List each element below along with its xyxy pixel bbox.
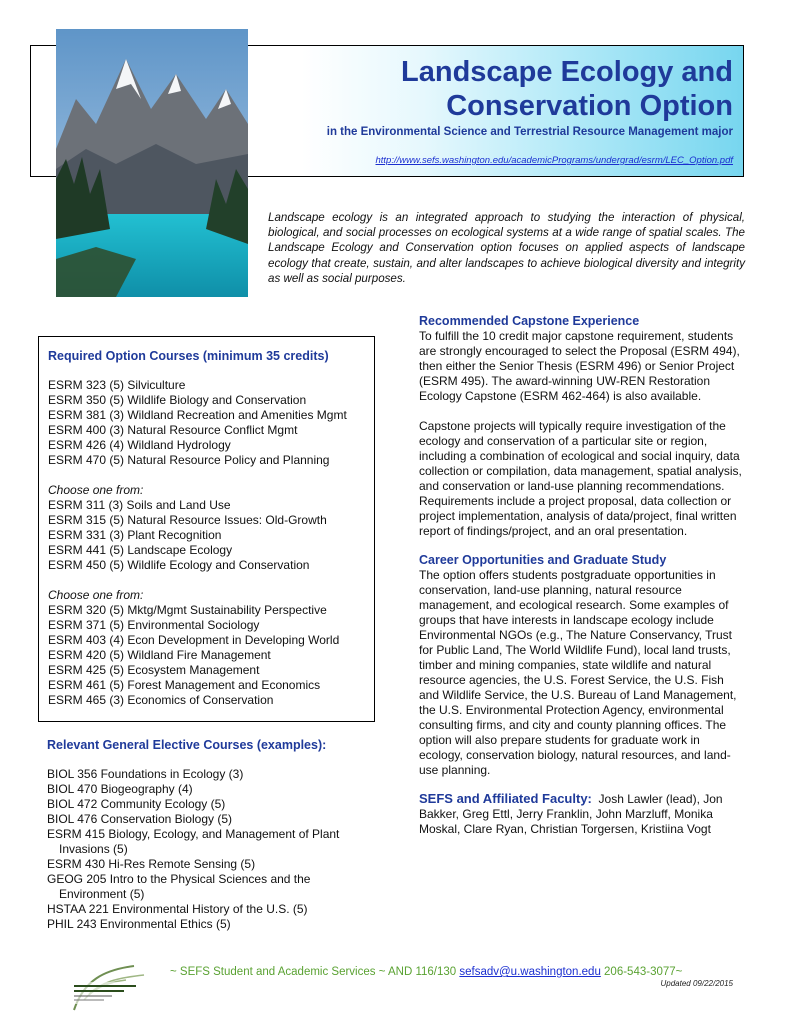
elective-item: GEOG 205 Intro to the Physical Sciences and the (47, 872, 311, 886)
required-courses-box (38, 336, 375, 722)
course-item: ESRM 381 (3) Wildland Recreation and Amenities Mgmt (48, 408, 347, 422)
course-item: ESRM 331 (3) Plant Recognition (48, 528, 222, 542)
course-item: ESRM 400 (3) Natural Resource Conflict Mgmt (48, 423, 298, 437)
elective-item: BIOL 472 Community Ecology (5) (47, 797, 226, 811)
email-link[interactable]: sefsadv@u.washington.edu (459, 966, 601, 978)
course-item: ESRM 323 (5) Silviculture (48, 378, 186, 392)
elective-item: BIOL 470 Biogeography (4) (47, 782, 193, 796)
choose-label: Choose one from: (48, 588, 144, 602)
course-item: ESRM 371 (5) Environmental Sociology (48, 618, 260, 632)
required-heading: Required Option Courses (minimum 35 credits) (48, 349, 329, 363)
elective-item: Environment (5) (59, 887, 145, 901)
course-item: ESRM 441 (5) Landscape Ecology (48, 543, 233, 557)
sefs-logo (64, 960, 156, 1014)
elective-item: BIOL 356 Foundations in Ecology (3) (47, 767, 244, 781)
elective-item: Invasions (5) (59, 842, 128, 856)
footer-contact: ~ SEFS Student and Academic Services ~ AND 116/130 sefsadv@u.washington.edu 206-543-3077~ (170, 966, 683, 978)
choose-label: Choose one from: (48, 483, 144, 497)
career-heading: Career Opportunities and Graduate Study (419, 553, 667, 567)
course-item: ESRM 461 (5) Forest Management and Economics (48, 678, 321, 692)
course-item: ESRM 470 (5) Natural Resource Policy and Planning (48, 453, 330, 467)
electives-heading: Relevant General Elective Courses (examples): (47, 738, 327, 752)
career-paragraph: The option offers students postgraduate opportunities in conservation, land-use planning, natural resource management, and ecological research. Some examples of groups that have interests in landscape ecology include Environmental NGOs (e.g., The Nature Conservancy, Trust for Public Land, The World Wildlife Fund), local land trusts, timber and mining companies, state wildlife and natural resource agencies, the U.S. Forest Service, the U.S. Fish and Wildlife Service, the U.S. Bureau of Land Management, the U.S. Environmental Protection Agency, environmental consulting firms, and city and county planning offices. The option will also prepare students for graduate work in ecology, conservation biology, natural resources, and land-use planning. (419, 568, 737, 777)
capstone-paragraph-1: To fulfill the 10 credit major capstone requirement, students are strongly encouraged to select the Proposal (ESRM 494), then either the Senior Thesis (ESRM 496) or Senior Project (ESRM 495). The award-winning UW-REN Restoration Ecology Capstone (ESRM 462-464) is also available. (419, 329, 740, 403)
electives-section (47, 738, 377, 932)
updated-date: Updated 09/22/2015 (660, 979, 733, 988)
capstone-heading: Recommended Capstone Experience (419, 314, 640, 328)
course-item: ESRM 315 (5) Natural Resource Issues: Old-Growth (48, 513, 327, 527)
elective-item: ESRM 415 Biology, Ecology, and Management of Plant (47, 827, 340, 841)
course-item: ESRM 320 (5) Mktg/Mgmt Sustainability Perspective (48, 603, 327, 617)
course-item: ESRM 425 (5) Ecosystem Management (48, 663, 260, 677)
faculty-heading: SEFS and Affiliated Faculty: (419, 791, 592, 806)
elective-item: ESRM 430 Hi-Res Remote Sensing (5) (47, 857, 256, 871)
page-title: Landscape Ecology and Conservation Option (401, 56, 733, 122)
course-item: ESRM 420 (5) Wildland Fire Management (48, 648, 271, 662)
elective-item: PHIL 243 Environmental Ethics (5) (47, 917, 231, 931)
elective-item: HSTAA 221 Environmental History of the U.S. (5) (47, 902, 308, 916)
course-item: ESRM 403 (4) Econ Development in Developing World (48, 633, 340, 647)
right-column (419, 314, 744, 837)
intro-paragraph: Landscape ecology is an integrated approach to studying the interaction of physical, biological, and social processes on ecological systems at a wide range of spatial scales. The Landscape Ecology and Conservation option focuses on applied aspects of landscape ecology that create, sustain, and alter landscapes to achieve biological diversity and integrity as well as social purposes. (268, 211, 745, 285)
faculty-paragraph (419, 791, 744, 837)
course-item: ESRM 350 (5) Wildlife Biology and Conservation (48, 393, 307, 407)
capstone-paragraph-2: Capstone projects will typically require investigation of the ecology and conservation of a particular site or region, including a combination of ecological and social inquiry, data collection or compilation, data management, spatial analysis, and conservation or land-use planning recommendations. Requirements include a project proposal, data collection or project implementation, analysis of data/project, final written report of findings/project, and an oral presentation. (419, 419, 742, 538)
mountain-lake-photo (56, 29, 248, 297)
option-pdf-link[interactable]: http://www.sefs.washington.edu/academicPrograms/undergrad/esrm/LEC_Option.pdf (375, 155, 733, 166)
course-item: ESRM 311 (3) Soils and Land Use (48, 498, 231, 512)
page-subtitle: in the Environmental Science and Terrestrial Resource Management major (326, 126, 733, 138)
elective-item: BIOL 476 Conservation Biology (5) (47, 812, 232, 826)
course-item: ESRM 465 (3) Economics of Conservation (48, 693, 274, 707)
faculty-names: Josh Lawler (lead), Jon Bakker, Greg Ettl, Jerry Franklin, John Marzluff, Monika Moskal, Clare Ryan, Christian Torgersen, Kristiina Vogt (419, 792, 723, 836)
course-item: ESRM 426 (4) Wildland Hydrology (48, 438, 231, 452)
course-item: ESRM 450 (5) Wildlife Ecology and Conservation (48, 558, 310, 572)
